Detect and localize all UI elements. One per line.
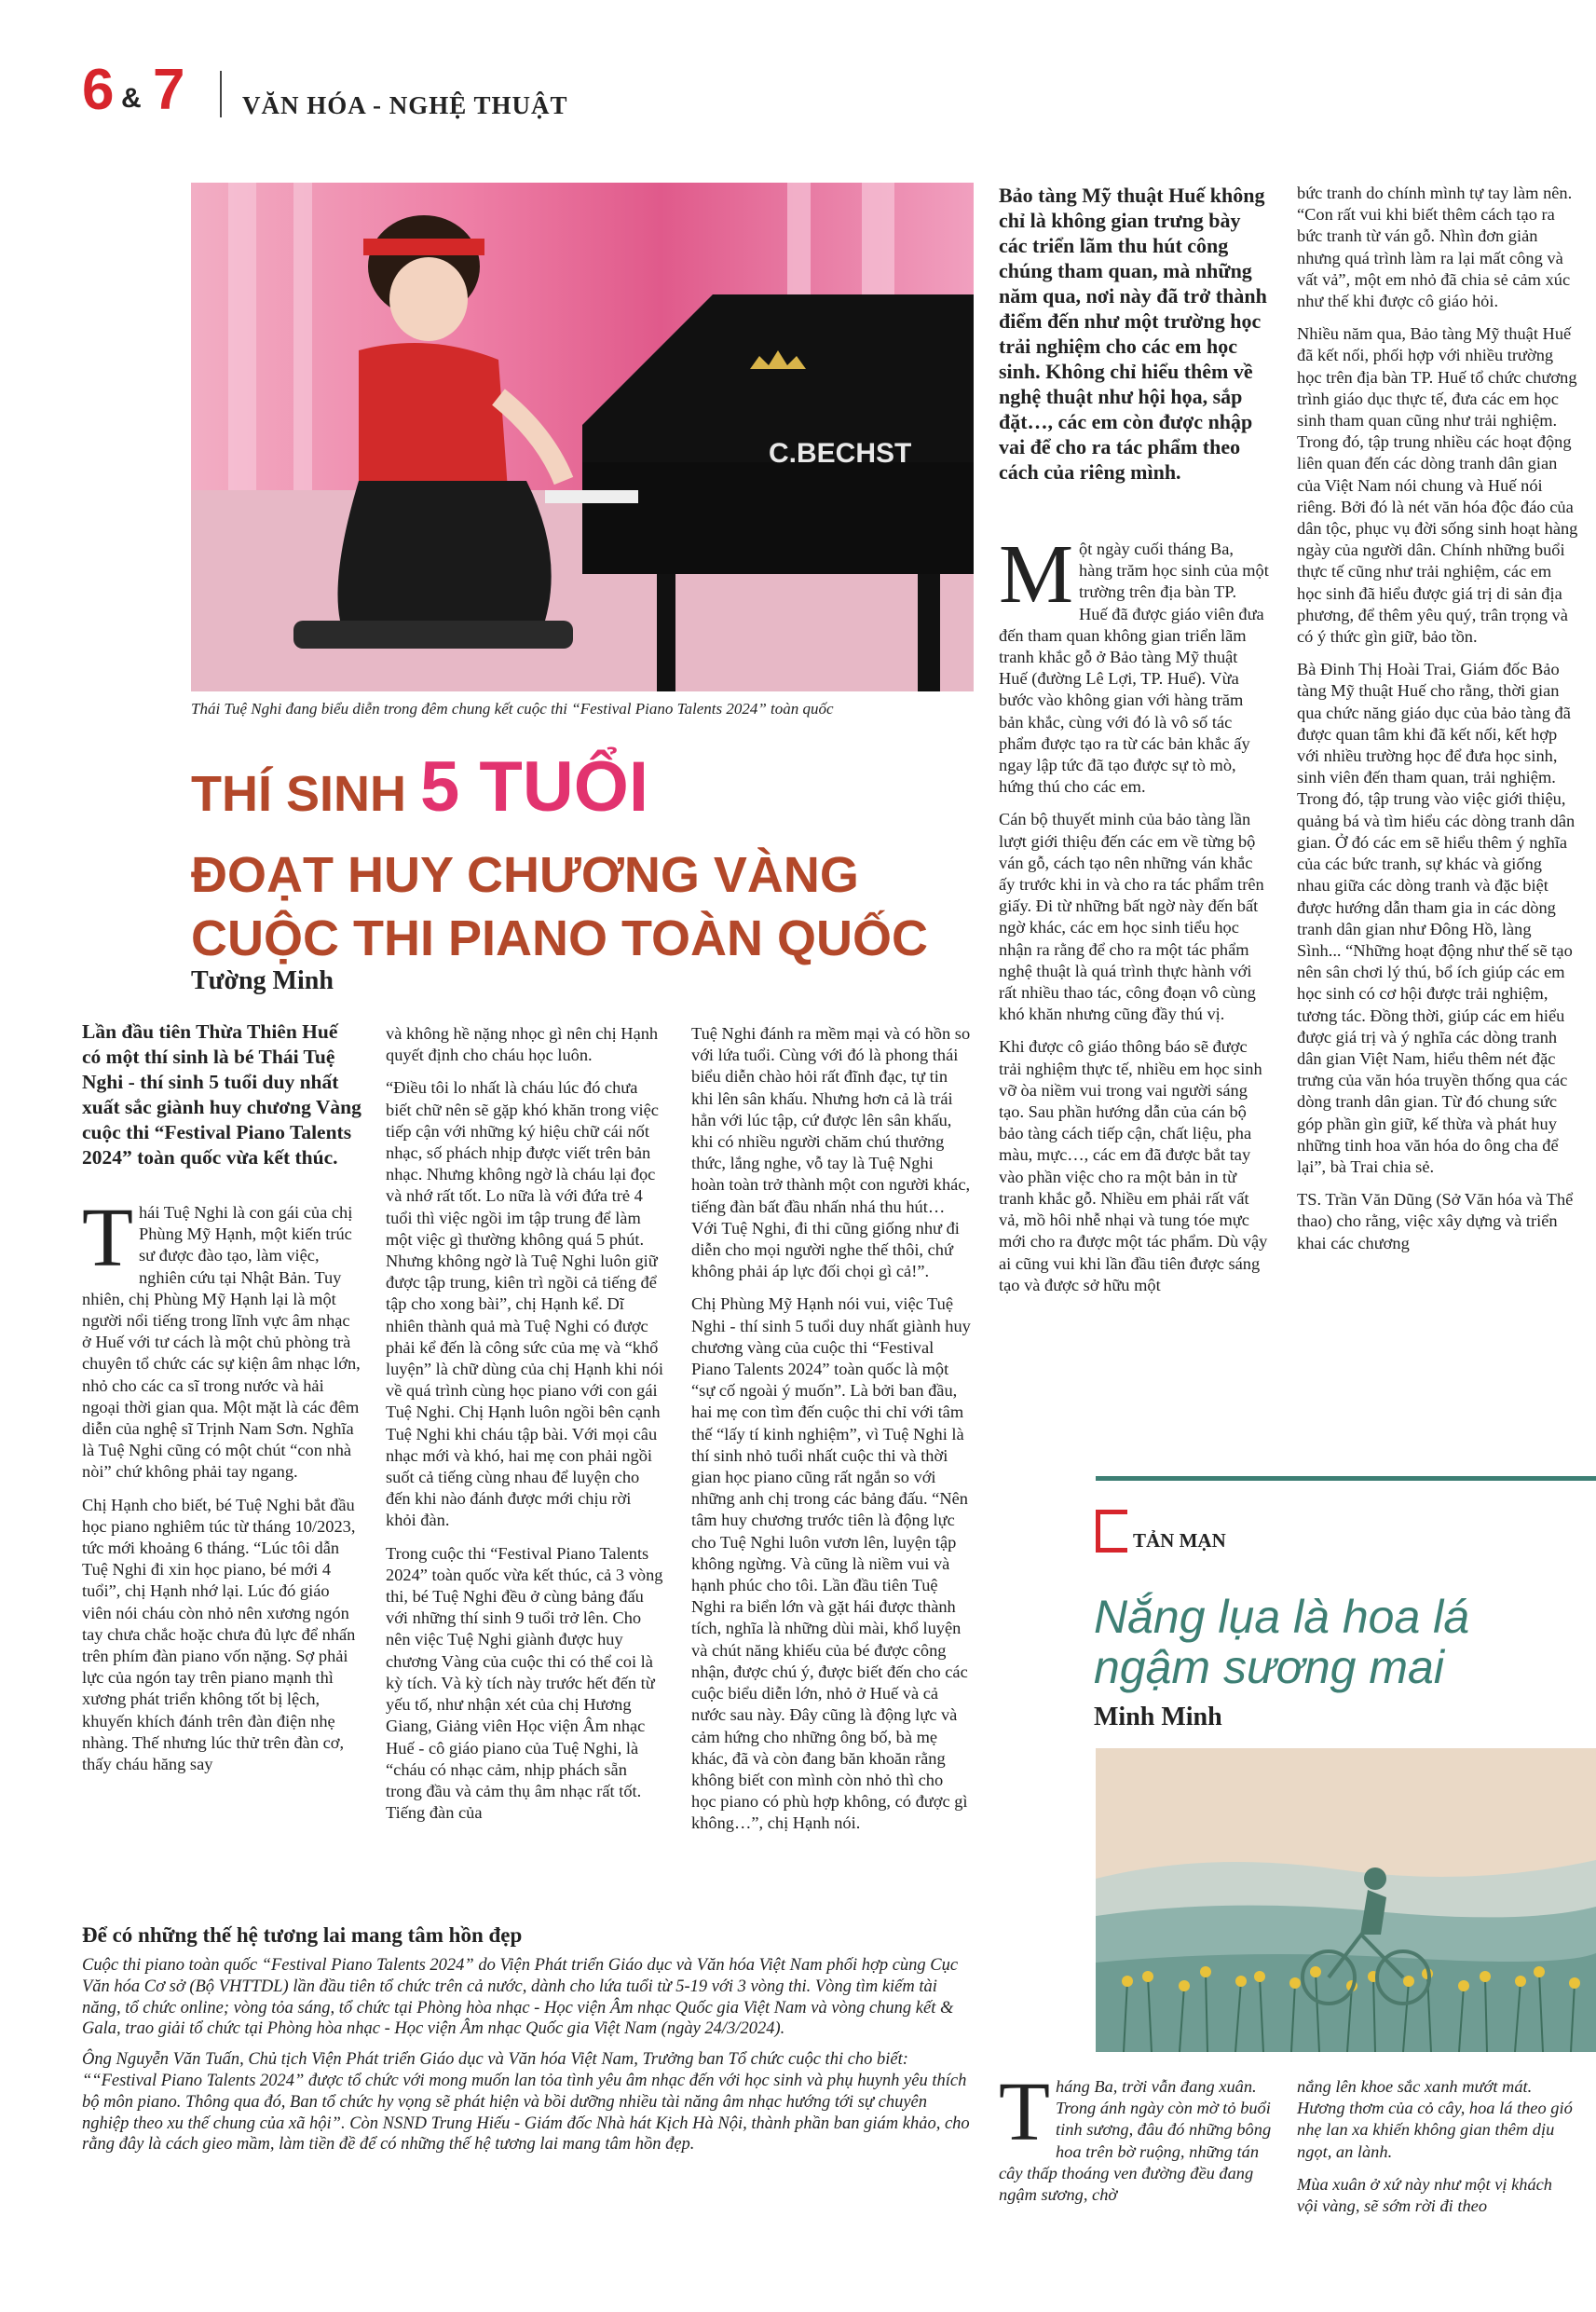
- info-box: [82, 1922, 976, 2155]
- article-column-1: [82, 1019, 361, 1775]
- essay-paragraph-1: [999, 2066, 1275, 2206]
- column-1-paragraph-2: Chị Hạnh cho biết, bé Tuệ Nghi bắt đầu học piano nghiêm túc từ tháng 10/2023, tức mới khoảng 6 tháng. “Lúc tôi dẫn Tuệ Nghi đi xin học piano, bé mới 4 tuổi”, chị Hạnh nhớ lại. Lúc đó giáo viên nói cháu còn nhỏ nên xương ngón tay chưa chắc hoặc chưa đủ lực để nhấn trên phím đàn piano vốn nặng. Sợ phải lực của ngón tay trên piano mạnh thì xương phát triển không tốt bị lệch, khuyến khích đánh trên đàn điện nhẹ nhàng. Thế nhưng lúc thử trên đàn cơ, thấy cháu hăng say: [82, 1495, 356, 1774]
- headline-prefix: THÍ SINH: [191, 766, 421, 822]
- piano-brand: C.BECHST: [769, 438, 912, 469]
- column-2-paragraph-2: “Điều tôi lo nhất là cháu lúc đó chưa biết chữ nên sẽ gặp khó khăn trong việc tiếp cận với những ký hiệu chữ cái nốt nhạc, số phách nhịp được viết trên bản nhạc. Nhưng không ngờ là cháu lại đọc và nhớ rất tốt. Lo nữa là với đứa trẻ 4 tuổi thì việc ngồi im tập trung để làm một việc gì thường không quá 5 phút. Nhưng không ngờ là Tuệ Nghi luôn giữ được tập trung, kiên trì ngồi cả tiếng để tập cho xong bài”, chị Hạnh kể. Dĩ nhiên thành quả mà Tuệ Nghi có được phải kể đến là công sức của mẹ và “khổ luyện” là chữ dùng của chị Hạnh khi nói về quá trình cùng học piano với con gái Tuệ Nghi. Chị Hạnh luôn ngồi bên cạnh Tuệ Nghi khi cháu tập bài. Với mọi câu nhạc mới và khó, hai mẹ con phải ngồi suốt cả tiếng cùng nhau để luyện cho đến khi nào đánh được mới chịu rời khỏi đàn.: [386, 1078, 664, 1530]
- photo-caption: Thái Tuệ Nghi đang biểu diễn trong đêm chung kết cuộc thi “Festival Piano Talents 2024” toàn quốc: [191, 700, 834, 718]
- column-5-paragraph-1: bức tranh do chính mình tự tay làm nên. “Con rất vui khi biết thêm cách tạo ra bức tranh từ ván gỗ. Nhìn đơn giản nhưng quá trình làm ra lại mất công và vất vả”, một em nhỏ đã chia sẻ cảm xúc như thế khi được cô giáo hỏi.: [1297, 184, 1573, 311]
- drop-cap: M: [999, 528, 1074, 621]
- section-title: VĂN HÓA - NGHỆ THUẬT: [242, 91, 568, 119]
- cyclist-scene: [1096, 1748, 1596, 2052]
- page-number-amp: &: [121, 83, 142, 114]
- headline-line-3: CUỘC THI PIANO TOÀN QUỐC: [191, 910, 929, 966]
- piano-scene: [191, 183, 974, 691]
- column-5-paragraph-3: Bà Đinh Thị Hoài Trai, Giám đốc Bảo tàng Mỹ thuật Huế cho rằng, thời gian qua chức năng giáo dục của bảo tàng đã được quan tâm khi đã kết nối, kết hợp với nhiều trường học để đưa học sinh, sinh viên đến tham quan, trải nghiệm. Trong đó, tập trung vào việc giới thiệu, quảng bá và tìm hiểu các dòng tranh dân gian. Ở đó các em sẽ hiểu thêm ý nghĩa của các bức tranh, sự khác và giống nhau giữa các dòng tranh và đặc biệt được hướng dẫn tham gia in các dòng tranh dân gian như Đông Hồ, làng Sình... “Những hoạt động như thế sẽ tạo nên sân chơi lý thú, bổ ích giúp các em học sinh có cơ hội được trải nghiệm, tương tác. Đồng thời, giúp các em hiểu được giá trị và ý nghĩa các dòng tranh dân gian Việt Nam, hiểu thêm nét đặc trưng của văn hóa truyền thống qua các dòng tranh dân gian. Từ đó chung sức góp phần gìn giữ, kế thừa và phát huy những tinh hoa văn hóa do ông cha để lại”, bà Trai chia sẻ.: [1297, 660, 1576, 1176]
- essay-paragraph-2: nắng lên khoe sắc xanh mướt mát. Hương thơm của cỏ cây, hoa lá theo gió nhẹ lan xa khiến không gian thêm dịu ngọt, an lành.: [1297, 2077, 1573, 2161]
- essay-paragraph-3: Mùa xuân ở xứ này như một vị khách vội vàng, sẽ sớm rời đi theo: [1297, 2174, 1552, 2216]
- essay-text-1: háng Ba, trời vẫn đang xuân. Trong ánh ngày còn mờ tỏ buổi tinh sương, đâu đó những bông hoa trên bờ ruộng, những tán cây thấp thoáng ven đường đều đang ngậm sương, chờ: [999, 2077, 1272, 2205]
- piano-photo: [191, 183, 974, 691]
- info-box-title: Để có những thế hệ tương lai mang tâm hồn đẹp: [82, 1923, 523, 1947]
- article-lead: Lần đầu tiên Thừa Thiên Huế có một thí sinh là bé Thái Tuệ Nghi - thí sinh 5 tuổi duy nhất xuất sắc giành huy chương Vàng cuộc thi “Festival Piano Talents 2024” toàn quốc vừa kết thúc.: [82, 1020, 361, 1169]
- info-box-paragraph-1: Cuộc thi piano toàn quốc “Festival Piano Talents 2024” do Viện Phát triển Giáo dục và Văn hóa Việt Nam phối hợp cùng Cục Văn hóa Cơ sở (Bộ VHTTDL) lần đầu tiên tổ chức trên cả nước, dành cho lứa tuổi từ 5-19 với 3 vòng thi. Vòng tìm kiếm tài năng, tổ chức online; vòng tỏa sáng, tổ chức tại Phòng hòa nhạc - Học viện Âm nhạc Quốc gia Việt Nam và vòng chung kết & Gala, trao giải tổ chức tại Phòng hòa nhạc - Học viện Âm nhạc Quốc gia Việt Nam (ngày 24/3/2024).: [82, 1956, 959, 2039]
- essay-column-left: [999, 2066, 1275, 2206]
- essay-drop-cap: T: [999, 2066, 1050, 2158]
- page-number-left: 6: [82, 58, 115, 122]
- info-box-paragraph-2: Ông Nguyễn Văn Tuấn, Chủ tịch Viện Phát triển Giáo dục và Văn hóa Việt Nam, Trưởng ban Tổ chức cuộc thi cho biết: ““Festival Piano Talents 2024” được tổ chức với mong muốn lan tỏa tình yêu âm nhạc đến với học sinh và phụ huynh yêu thích bộ môn piano. Thông qua đó, Ban tổ chức hy vọng sẽ phát hiện và bồi dưỡng nhiều tài năng âm nhạc hướng tới sự chuyên nghiệp theo xu thế chung của xã hội”. Còn NSND Trung Hiếu - Giám đốc Nhà hát Kịch Hà Nội, thành phần ban giám khảo, cho rằng đây là cách gieo mầm, làm tiền đề để có những thế hệ tương lai mang tâm hồn đẹp.: [82, 2050, 970, 2155]
- column-2-paragraph-3: Trong cuộc thi “Festival Piano Talents 2024” toàn quốc vừa kết thúc, cả 3 vòng thi, bé Tuệ Nghi đều ở cùng bảng đấu với những thí sinh 9 tuổi trở lên. Cho nên việc Tuệ Nghi giành được huy chương Vàng của cuộc thi có thể coi là kỳ tích. Và kỳ tích này trước hết đến từ yếu tố, như nhận xét của chị Hương Giang, Giảng viên Học viện Âm nhạc Huế - cô giáo piano của Tuệ Nghi, là “cháu có nhạc cảm, nhịp phách sẵn trong đầu và cảm thụ âm nhạc rất tốt. Tiếng đàn của: [386, 1543, 663, 1823]
- column-5-paragraph-2: Nhiều năm qua, Bảo tàng Mỹ thuật Huế đã kết nối, phối hợp với nhiều trường học trên địa bàn TP. Huế tổ chức chương trình giáo dục thực tế, đưa các em học sinh tham quan cũng như trải nghiệm. Trong đó, tập trung nhiều các hoạt động liên quan đến các dòng tranh dân gian của Việt Nam nói chung và Huế nói riêng. Bởi đó là nét văn hóa độc đáo của dân tộc, phục vụ đời sống sinh hoạt hàng ngày của người dân. Chính những buổi thực tế cũng như trải nghiệm, các em học sinh đã hiểu được giá trị di sản địa phương, để thêm yêu quý, trân trọng và có ý thức gìn giữ, bảo tồn.: [1297, 324, 1578, 647]
- headline-line-2: ĐOẠT HUY CHƯƠNG VÀNG: [191, 847, 859, 903]
- column-2-paragraph-1: và không hề nặng nhọc gì nên chị Hạnh quyết định cho cháu học luôn.: [386, 1024, 659, 1065]
- essay-title-line-2: ngậm sương mai: [1094, 1641, 1444, 1693]
- tan-man-label: [1096, 1510, 1282, 1556]
- column-1-text-1: hái Tuệ Nghi là con gái của chị Phùng Mỹ Hạnh, một kiến trúc sư được đào tạo, làm việc, nghiên cứu tại Nhật Bản. Tuy nhiên, chị Phùng Mỹ Hạnh lại là một người nổi tiếng trong lĩnh vực âm nhạc ở Huế với tư cách là một chủ phòng trà chuyên tổ chức các sự kiện âm nhạc lớn, nhỏ cho các ca sĩ trong nước và hải ngoại thời gian qua. Một mặt là các đêm diễn của nghệ sĩ Trịnh Nam Sơn. Nghĩa là Tuệ Nghi cũng có một chút “con nhà nòi” chứ không phải tay ngang.: [82, 1203, 361, 1482]
- essay-author: Minh Minh: [1094, 1703, 1222, 1731]
- article-column-4: [999, 183, 1269, 1296]
- column-4-paragraph-2: Cán bộ thuyết minh của bảo tàng lần lượt giới thiệu đến các em về từng bộ ván gỗ, cách tạo nên những ván khắc ấy trước khi in và cho ra tác phẩm trên giấy. Đi từ những bất ngờ này đến bất ngờ khác, các em học sinh tiểu học nhận ra rằng để cho ra một tác phẩm nghệ thuật là quá trình thực hành với rất nhiều thao tác, công đoạn vô cùng khó khăn nhưng cũng đầy thú vị.: [999, 810, 1264, 1024]
- page-header: [82, 58, 678, 132]
- column-1-paragraph-1: [82, 1192, 361, 1484]
- column-3-paragraph-1: Tuệ Nghi đánh ra mềm mại và có hồn so với lứa tuổi. Cùng với đó là phong thái biểu diễn chào hỏi rất đĩnh đạc, tự tin khi lên sân khấu. Nhưng hơn cả là trái hẳn với lúc tập, cứ được lên sân khấu, khi có nhiều người chăm chú thưởng thức, lắng nghe, vỗ tay là Tuệ Nghi hoàn toàn trở thành một con người khác, tiếng đàn bất đầu nhấn nhá thu hút… Với Tuệ Nghi, đi thi cũng giống như đi diễn cho mọi người nghe thế thôi, chứ không phải áp lực đối chọi gì cả!”.: [691, 1024, 971, 1281]
- headline-age: 5 TUỔI: [420, 747, 648, 827]
- essay-column-right: [1297, 2076, 1576, 2217]
- article-column-2: [386, 1023, 665, 1824]
- article-column-5: [1297, 183, 1578, 1254]
- headline-line-1: [191, 747, 992, 843]
- column-5-paragraph-4: TS. Trần Văn Dũng (Sở Văn hóa và Thể thao) cho rằng, việc xây dựng và triển khai các chương: [1297, 1190, 1574, 1252]
- main-author: Tường Minh: [191, 966, 334, 995]
- column-4-paragraph-3: Khi được cô giáo thông báo sẽ được trải nghiệm thực tế, nhiều em học sinh vỡ òa niềm vui trong vai người sáng tạo. Sau phần hướng dẫn của cán bộ bảo tàng cách tiếp cận, chất liệu, pha màu, mực…, các em đã được bắt tay vào phần việc cho ra một bản in từ tranh khắc gỗ. Nhiều em phải rất vất vả, mồ hôi nhễ nhại và tung tóe mực mới cho ra được một tác phẩm. Dù vậy ai cũng vui khi lần đầu tiên được sáng tạo và được sở hữu một: [999, 1037, 1268, 1294]
- essay-title-line-1: Nắng lụa là hoa lá: [1094, 1591, 1470, 1643]
- tan-man-text: TẢN MẠN: [1133, 1529, 1226, 1552]
- column-4-text-1: ột ngày cuối tháng Ba, hàng trăm học sinh của một trường trên địa bàn TP. Huế đã được giáo viên đưa đến tham quan không gian triển lãm tranh khắc gỗ ở Bảo tàng Mỹ thuật Huế (đường Lê Lợi, TP. Huế). Vừa bước vào không gian với hàng trăm bản khắc, cùng với đó là vô số tác phẩm được tạo ra từ các bản khắc ấy ngay lập tức đã tạo được sự tò mò, hứng thú cho các em.: [999, 540, 1269, 797]
- header-divider: [220, 71, 222, 117]
- tan-man-bracket-icon: [1096, 1510, 1127, 1553]
- museum-lead: Bảo tàng Mỹ thuật Huế không chỉ là không gian trưng bày các triển lãm thu hút công chúng tham quan, mà những năm qua, nơi này đã trở thành điểm đến như một trường học trải nghiệm cho các em học sinh. Không chỉ hiểu thêm về nghệ thuật như hội họa, sắp đặt…, các em còn được nhập vai để cho ra tác phẩm theo cách của riêng mình.: [999, 184, 1267, 484]
- cyclist-illustration: [1096, 1748, 1596, 2052]
- drop-cap: T: [82, 1192, 133, 1284]
- column-4-paragraph-1: [999, 528, 1269, 798]
- article-column-3: [691, 1023, 971, 1835]
- essay-title: [1094, 1592, 1578, 1692]
- tan-man-rule: [1096, 1476, 1596, 1481]
- column-3-paragraph-2: Chị Phùng Mỹ Hạnh nói vui, việc Tuệ Nghi - thí sinh 5 tuổi duy nhất giành huy chương vàng của cuộc thi “Festival Piano Talents 2024” toàn quốc là một “sự cố ngoài ý muốn”. Là bởi ban đầu, hai mẹ con tìm đến cuộc thi chỉ với tâm thế “lấy tí kinh nghiệm”, vì Tuệ Nghi là thí sinh nhỏ tuổi nhất cuộc thi và thời gian học piano cũng rất ngắn so với những anh chị trong các bảng đấu. “Nên tâm huy chương trước tiên là động lực cho Tuệ Nghi luôn vươn lên, luyện tập không ngừng. Và cũng là niềm vui và hạnh phúc cho tôi. Lần đầu tiên Tuệ Nghi ra biển lớn và gặt hái được thành tích, nghĩa là những dùi mài, khổ luyện và chút năng khiếu của bé được công nhận, được chú ý, được biết đến cho các cuộc biểu diễn lớn, nhỏ ở Huế và cả nước sau này. Đây cũng là động lực và cảm hứng cho những ông bố, bà mẹ khác, đã và còn đang băn khoăn rằng không biết con mình còn nhỏ thì cho học piano có phù hợp không, có được gì không…”, chị Hạnh nói.: [691, 1294, 971, 1833]
- page-number-right: 7: [153, 58, 185, 122]
- main-headline: [191, 747, 992, 970]
